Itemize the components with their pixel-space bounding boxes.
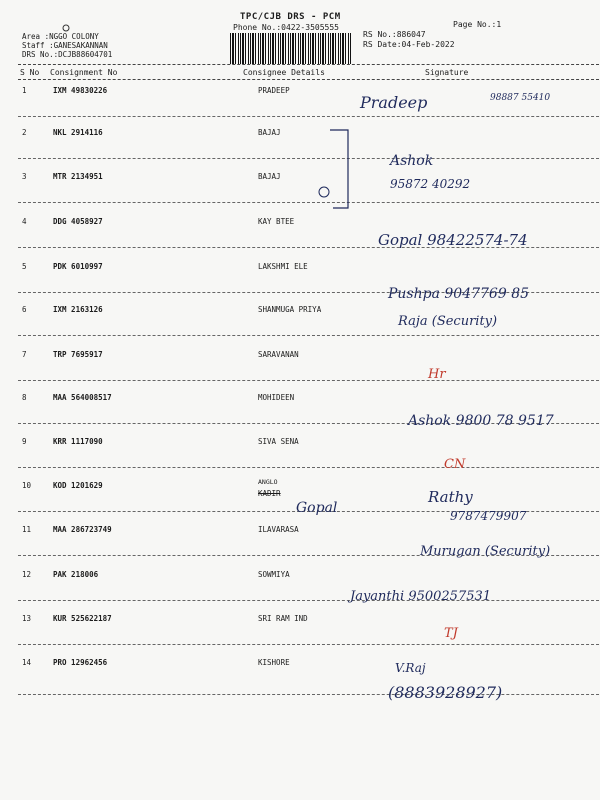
row-sno: 3: [22, 172, 27, 181]
signature-6: Raja (Security): [398, 314, 498, 329]
row-consignee: PRADEEP: [258, 86, 290, 95]
signature-12: Jayanthi 9500257531: [350, 589, 492, 604]
row-divider: [18, 511, 600, 512]
table-row: [0, 658, 600, 698]
table-row: [0, 86, 600, 126]
col-header-signature: Signature: [425, 68, 469, 77]
row-sno: 7: [22, 350, 27, 359]
signature-5: Pushpa 9047769 85: [388, 286, 530, 302]
row-sno: 13: [22, 614, 32, 623]
table-row: [0, 217, 600, 257]
row-divider: [18, 555, 600, 556]
page-number: Page No.:1: [453, 20, 502, 29]
row-consignment: IXM 49830226: [53, 86, 108, 95]
mark-9: CN: [444, 457, 466, 472]
signature-8: Ashok 9800 78 9517: [408, 413, 554, 429]
row-consignee: LAKSHMI ELE: [258, 262, 308, 271]
row-consignment: MTR 2134951: [53, 172, 103, 181]
signature-10: Rathy: [428, 488, 473, 506]
table-row: [0, 172, 600, 212]
row-consignment: KRR 1117090: [53, 437, 103, 446]
row-consignment: MAA 286723749: [53, 525, 112, 534]
row-sno: 11: [22, 525, 32, 534]
row-sno: 2: [22, 128, 27, 137]
row-divider: [18, 467, 600, 468]
row-sno: 14: [22, 658, 32, 667]
row-consignee: SHANMUGA PRIYA: [258, 305, 322, 314]
row-divider: [18, 158, 600, 159]
row-consignee: MOHIDEEN: [258, 393, 295, 402]
row-divider: [18, 247, 600, 248]
table-row: [0, 614, 600, 654]
sheet-title: TPC/CJB DRS - PCM: [240, 12, 341, 22]
row-consignee: SOWMIYA: [258, 570, 290, 579]
row-consignment: IXM 2163126: [53, 305, 103, 314]
rs-date: RS Date:04-Feb-2022: [363, 40, 455, 49]
row-consignee: KAY BTEE: [258, 217, 295, 226]
phone-14: (8883928927): [388, 683, 503, 702]
row-consignment: DDG 4058927: [53, 217, 103, 226]
run-info: [22, 32, 112, 59]
table-row: [0, 478, 600, 521]
phone-10: 9787479907: [450, 509, 527, 523]
name-10: Gopal: [296, 500, 338, 516]
signature-4: Gopal 98422574-74: [378, 231, 528, 249]
table-row: [0, 128, 600, 168]
row-sno: 5: [22, 262, 27, 271]
row-consignment: NKL 2914116: [53, 128, 103, 137]
staff-label: Staff :GANESAKANNAN: [22, 41, 108, 50]
table-row: [0, 525, 600, 565]
row-consignment: PAK 218006: [53, 570, 99, 579]
table-row: [0, 570, 600, 610]
row-consignee-top: ANGLO: [258, 478, 278, 486]
row-consignee: KISHORE: [258, 658, 290, 667]
row-divider: [18, 380, 600, 381]
row-divider: [18, 644, 600, 645]
phone-number: Phone No.:0422-3505555: [233, 23, 339, 32]
row-consignment: KUR 525622187: [53, 614, 112, 623]
signature-1: Pradeep: [360, 93, 428, 112]
table-row: [0, 393, 600, 433]
row-consignee: BAJAJ: [258, 128, 281, 137]
signature-11: Murugan (Security): [420, 544, 551, 559]
row-consignee: SIVA SENA: [258, 437, 299, 446]
table-row: [0, 350, 600, 390]
signature-3: Ashok: [390, 153, 434, 169]
logo-icon: [62, 24, 70, 32]
rs-number: RS No.:886047: [363, 30, 426, 39]
phone-1: 98887 55410: [490, 93, 551, 103]
row-sno: 9: [22, 437, 27, 446]
row-consignee: ILAVARASA: [258, 525, 299, 534]
row-consignment: MAA 564008517: [53, 393, 112, 402]
row-divider: [18, 694, 600, 695]
divider: [18, 64, 600, 65]
row-consignment: TRP 7695917: [53, 350, 103, 359]
phone-3: 95872 40292: [390, 177, 471, 191]
barcode: [230, 33, 352, 64]
col-header-sno: S No: [20, 68, 40, 77]
divider: [18, 79, 600, 80]
row-divider: [18, 600, 600, 601]
row-consignment: KOD 1201629: [53, 481, 103, 490]
table-row: [0, 437, 600, 477]
row-divider: [18, 423, 600, 424]
row-divider: [18, 116, 600, 117]
mark-7: Hr: [428, 367, 446, 382]
row-divider: [18, 292, 600, 293]
row-consignee: KADIR: [258, 489, 281, 498]
signature-14: V.Raj: [395, 661, 426, 675]
row-consignee: SARAVANAN: [258, 350, 299, 359]
row-consignment: PRO 12962456: [53, 658, 108, 667]
row-consignee: BAJAJ: [258, 172, 281, 181]
table-row: [0, 305, 600, 345]
col-header-consignment: Consignment No: [50, 68, 118, 77]
row-consignment: PDK 6010997: [53, 262, 103, 271]
rs-info: [363, 30, 455, 50]
col-header-consignee: Consignee Details: [243, 68, 325, 77]
row-divider: [18, 202, 600, 203]
row-divider: [18, 335, 600, 336]
row-sno: 4: [22, 217, 27, 226]
row-sno: 10: [22, 481, 32, 490]
row-consignee: SRI RAM IND: [258, 614, 308, 623]
row-sno: 1: [22, 86, 27, 95]
row-sno: 6: [22, 305, 27, 314]
area-label: Area :NGGO COLONY: [22, 32, 99, 41]
table-row: [0, 262, 600, 302]
drs-number: DRS No.:DCJB88604701: [22, 50, 113, 59]
row-sno: 12: [22, 570, 32, 579]
row-sno: 8: [22, 393, 27, 402]
mark-13: TJ: [444, 626, 458, 641]
